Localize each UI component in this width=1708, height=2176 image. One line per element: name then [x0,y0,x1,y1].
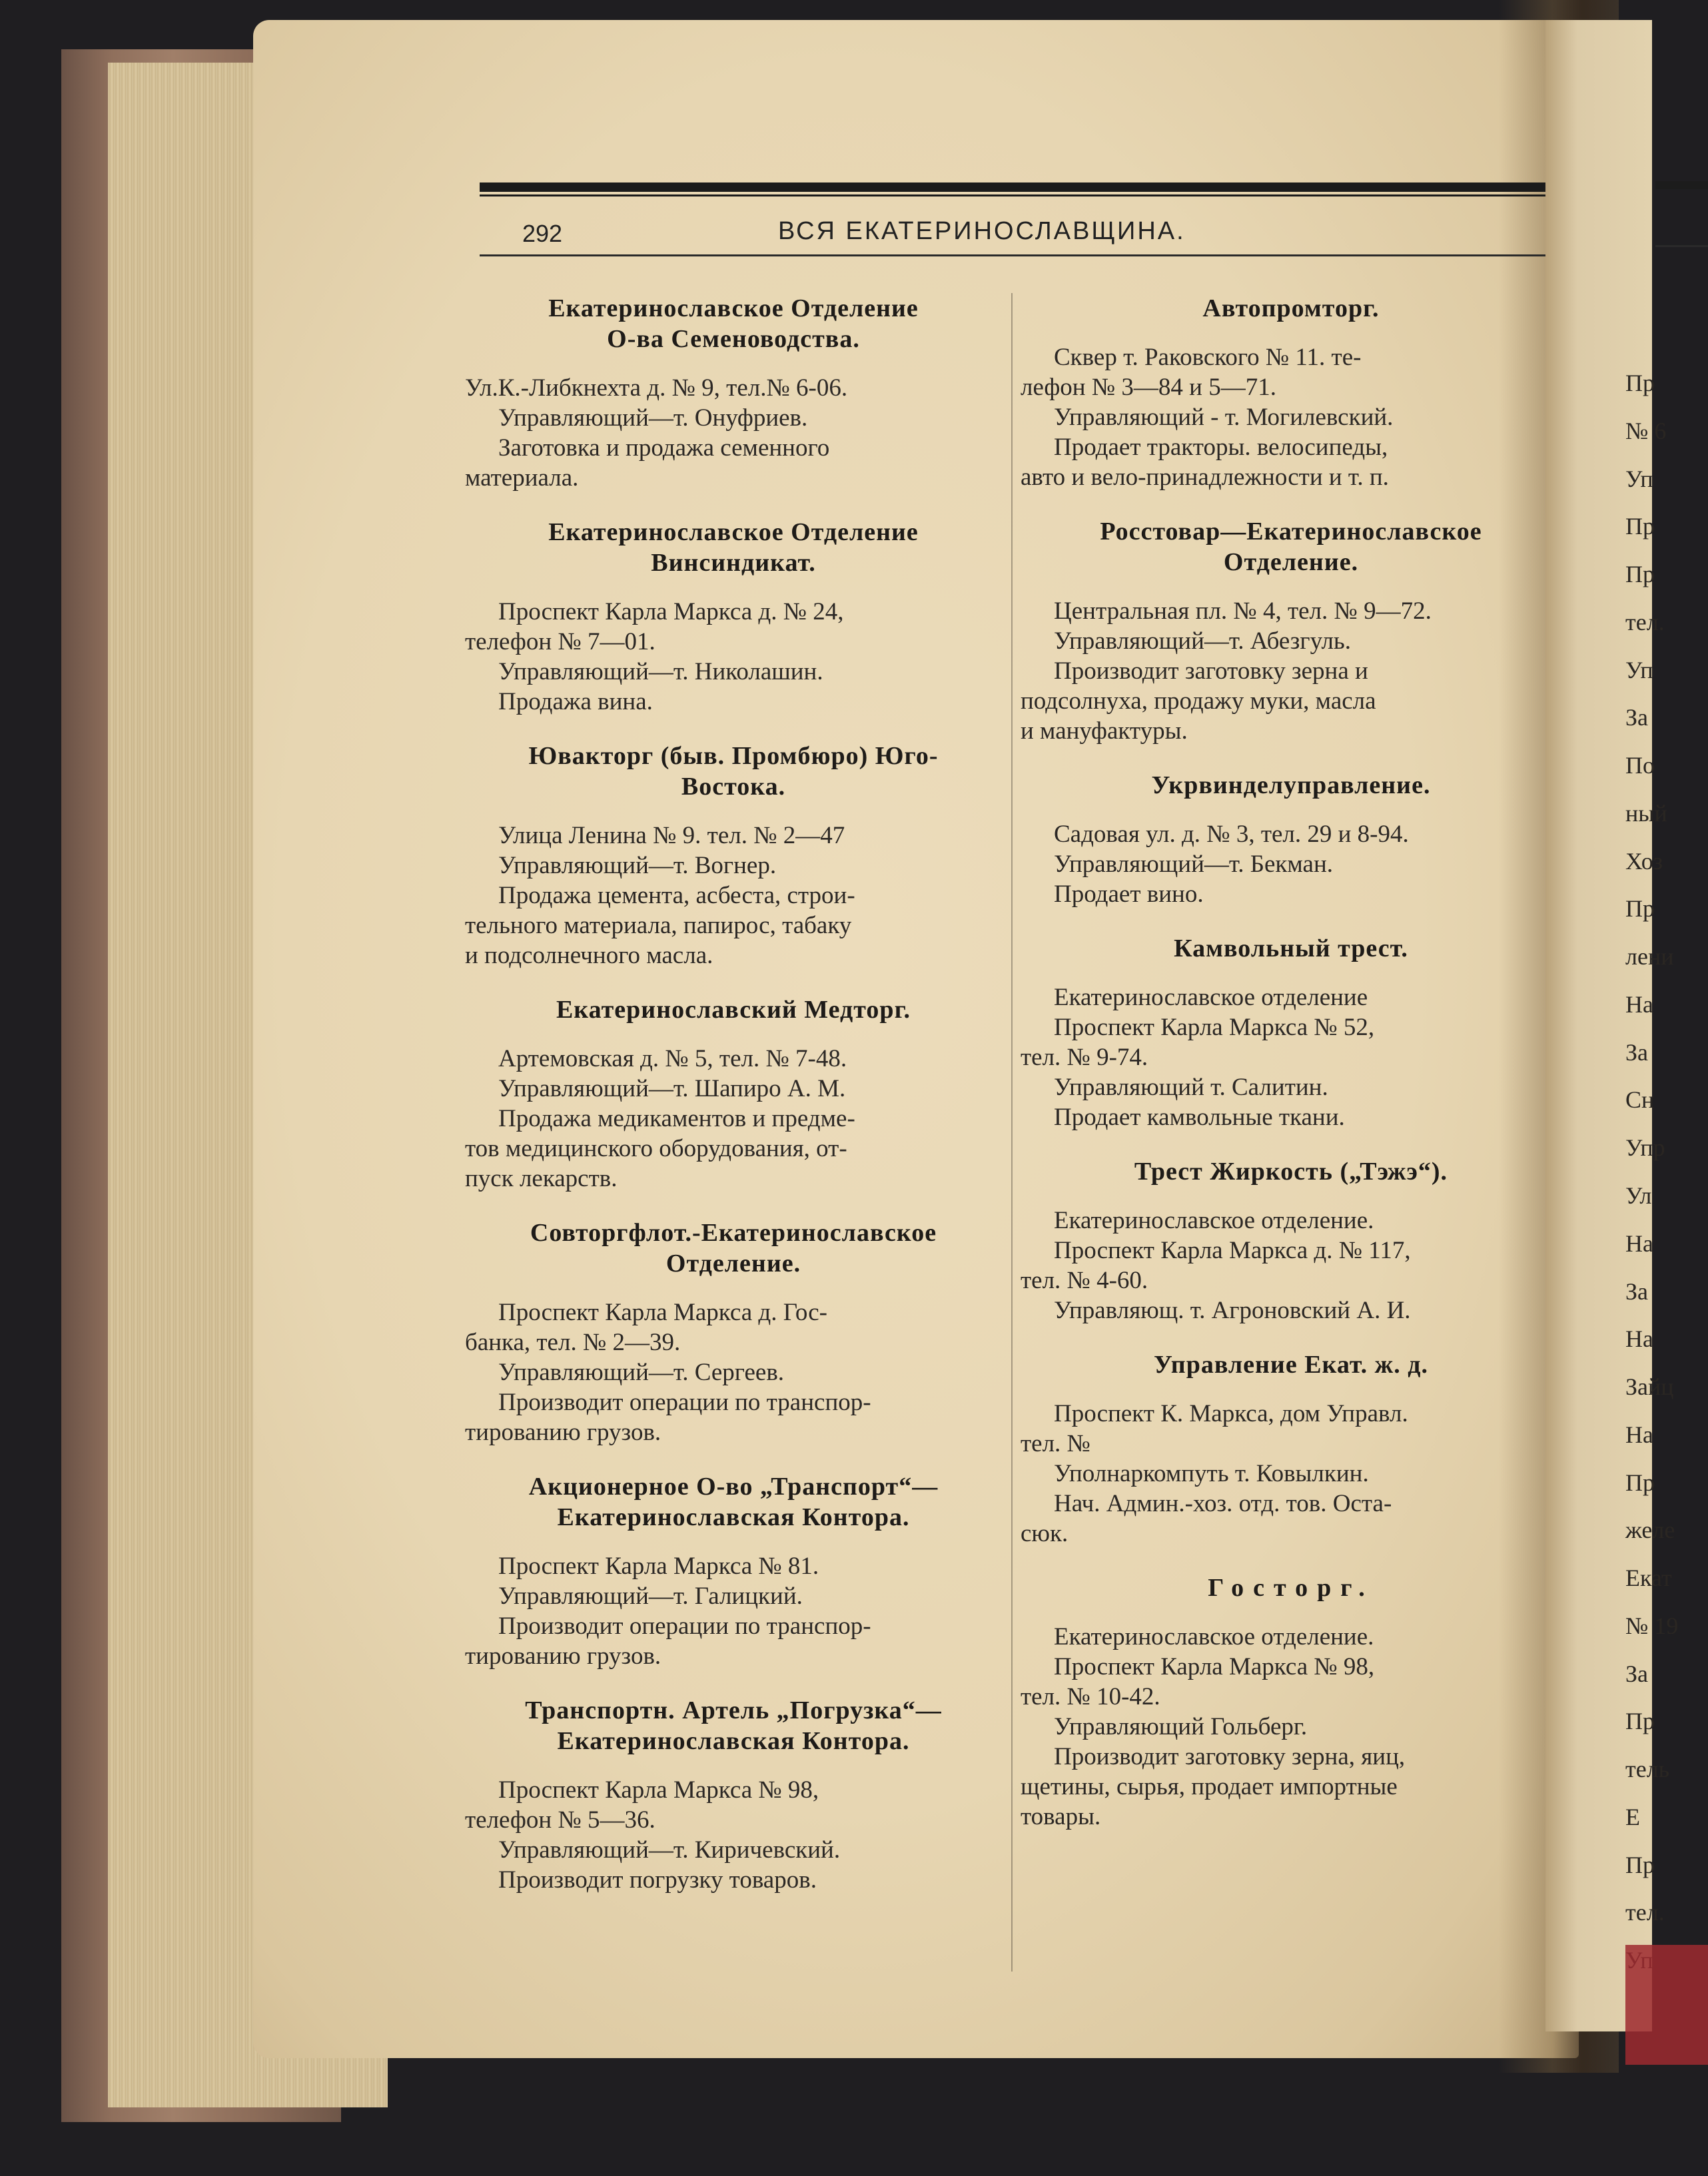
entry-line: Продает тракторы. велосипеды, [1054,434,1388,461]
entry-line: и подсолнечного масла. [465,942,713,969]
entry-line: Уполнаркомпуть т. Ковылкин. [1054,1460,1369,1487]
entry-line: Производит операции по транспор- [498,1613,871,1640]
directory-entry [465,1218,1002,1447]
entry-title-line: Отделение. [665,1250,801,1277]
entry-line: Центральная пл. № 4, тел. № 9—72. [1054,597,1432,625]
entry-line: Управляющий т. Салитин. [1054,1074,1328,1101]
right-page-fragment: желе [1625,1517,1675,1543]
entry-title [1021,933,1561,964]
directory-entry [465,741,1002,970]
entry-line: Проспект Карла Маркса д. Гос- [498,1299,828,1326]
entry-title [465,994,1002,1025]
entry-line: Улица Ленина № 9. тел. № 2—47 [498,822,845,849]
directory-entry [1021,1573,1561,1832]
right-page-fragment: Пр [1625,1708,1655,1734]
entry-line: Продажа вина. [498,688,653,715]
entry-title-line: Востока. [681,773,786,801]
header-rule-thin [480,254,1545,256]
right-page-fragment: Екат [1625,1565,1672,1591]
entry-line: Сквер т. Раковского № 11. те- [1054,344,1362,371]
entry-line: Управляющий—т. Николашин. [498,658,823,685]
directory-entry [1021,1349,1561,1549]
right-page-fragment: тел. [1625,1899,1665,1926]
right-page-fragment: Пр [1625,895,1655,922]
entry-title-line: Укрвинделуправление. [1151,771,1431,799]
entry-title-line: Камвольный трест. [1174,934,1408,962]
entry-title [465,293,1002,354]
entry-line: Управляющий—т. Галицкий. [498,1583,803,1610]
entry-line: тел. № 4-60. [1021,1267,1148,1294]
entry-line: тов медицинского оборудования, от- [465,1135,847,1162]
entry-title [1021,1156,1561,1187]
right-page-fragment: За [1625,1278,1649,1305]
entry-line: щетины, сырья, продает импортные [1021,1773,1398,1800]
right-page-fragment: На [1625,991,1653,1018]
entry-line: товары. [1021,1803,1101,1830]
entry-title-line: Госторг. [1208,1574,1374,1602]
entry-line: авто и вело-принадлежности и т. п. [1021,464,1389,491]
entry-line: телефон № 7—01. [465,628,655,655]
right-page-fragment: На [1625,1230,1653,1257]
right-page-fragment: тель [1625,1756,1670,1782]
right-page-fragment: Пр [1625,370,1655,396]
right-page-fragment: По [1625,752,1655,779]
right-page-rule-thin [1655,245,1708,247]
right-page-fragment: ный [1625,800,1667,827]
right-page-fragment: Сн [1625,1086,1655,1113]
entry-line: материала. [465,464,579,492]
right-page-fragment: Е [1625,1804,1640,1830]
entry-line: Проспект К. Маркса, дом Управл. [1054,1400,1408,1427]
entry-line: Заготовка и продажа семенного [498,434,830,462]
directory-entry [465,293,1002,493]
entry-line: Екатеринославское отделение. [1054,1623,1374,1650]
entry-line: Проспект Карла Маркса д. № 24, [498,598,844,625]
entry-title-line: Екатеринославская Контора. [557,1727,910,1755]
entry-title-line: Трест Жиркость („Тэжэ“). [1134,1158,1448,1186]
right-page-fragment: Уп [1625,657,1653,683]
header-rule-thick [480,182,1545,192]
left-column [465,293,1002,1919]
entry-line: Садовая ул. д. № 3, тел. 29 и 8-94. [1054,821,1409,848]
entry-title [1021,1349,1561,1380]
right-page-fragment: Пр [1625,1469,1655,1496]
directory-entry [1021,933,1561,1132]
entry-title-line: Винсиндикат. [651,549,816,577]
entry-title-line: Екатеринославское Отделение [548,518,919,546]
entry-line: тел. № 9-74. [1021,1044,1148,1071]
directory-entry [1021,770,1561,909]
entry-line: Екатеринославское отделение. [1054,1207,1374,1234]
entry-line: банка, тел. № 2—39. [465,1329,681,1356]
entry-line: и мануфактуры. [1021,717,1188,745]
entry-title-line: Екатеринославская Контора. [557,1503,910,1531]
entry-line: Екатеринославское отделение [1054,984,1368,1011]
entry-title [465,1471,1002,1533]
right-page-fragment: Зайц [1625,1373,1674,1400]
entry-title-line: Управление Екат. ж. д. [1154,1351,1428,1379]
right-page-fragment: Хоз [1625,848,1663,875]
entry-line: тированию грузов. [465,1419,661,1446]
entry-title [1021,516,1561,577]
right-page-fragment: Ул [1625,1182,1652,1209]
entry-line: Производит операции по транспор- [498,1389,871,1416]
right-page-fragment: Упр [1625,1134,1665,1161]
entry-line: телефон № 5—36. [465,1806,655,1834]
entry-line: Продажа медикаментов и предме- [498,1105,855,1132]
entry-line: тельного материала, папирос, табаку [465,912,852,939]
directory-entry [1021,516,1561,746]
entry-title-line: Отделение. [1223,548,1359,576]
entry-line: Производит заготовку зерна и [1054,657,1368,685]
entry-title-line: Росстовар—Екатеринославское [1100,518,1482,545]
entry-title [465,517,1002,578]
entry-line: Управляющий - т. Могилевский. [1054,404,1394,431]
directory-entry [465,1695,1002,1895]
entry-line: Ул.К.-Либкнехта д. № 9, тел.№ 6-06. [465,374,848,402]
entry-title [1021,770,1561,801]
right-page-red-edge [1625,1945,1708,2065]
entry-title-line: Ювакторг (быв. Промбюро) Юго- [528,742,939,770]
header-rule-thick-lower [480,194,1545,196]
entry-title-line: О-ва Семеноводства. [607,325,860,353]
right-page-fragment: № 19 [1625,1613,1679,1639]
directory-entry [465,1471,1002,1671]
entry-line: Проспект Карла Маркса № 98, [1054,1653,1375,1680]
right-page-fragment: Уп [1625,466,1653,492]
entry-title [1021,293,1561,324]
right-column [1021,293,1561,1856]
right-page-fragment: На [1625,1421,1653,1448]
directory-entry [1021,293,1561,492]
entry-line: пуск лекарств. [465,1165,618,1192]
entry-title-line: Автопромторг. [1202,294,1380,322]
entry-line: Управляющий—т. Киричевский. [498,1836,841,1864]
entry-line: Продажа цемента, асбеста, строи- [498,882,855,909]
entry-line: Проспект Карла Маркса д. № 117, [1054,1237,1411,1264]
right-page-fragment: За [1625,704,1649,731]
right-page-fragment: лени [1625,943,1674,970]
column-divider [1011,293,1013,1972]
entry-title-line: Акционерное О-во „Транспорт“— [528,1473,939,1501]
entry-line: тел. № 10-42. [1021,1683,1160,1710]
entry-title [465,1695,1002,1756]
entry-title [1021,1573,1561,1603]
entry-line: лефон № 3—84 и 5—71. [1021,374,1276,401]
entry-title-line: Екатеринославский Медторг. [556,996,911,1024]
entry-title [465,1218,1002,1279]
entry-line: Управляющий—т. Бекман. [1054,851,1334,878]
right-page-fragment: Пр [1625,1852,1655,1878]
entry-line: Проспект Карла Маркса № 98, [498,1776,819,1804]
entry-line: Управляющий—т. Абезгуль. [1054,627,1352,655]
directory-entry [1021,1156,1561,1325]
entry-line: Управляющ. т. Агроновский А. И. [1054,1297,1411,1324]
entry-line: подсолнуха, продажу муки, масла [1021,687,1376,715]
entry-title-line: Транспортн. Артель „Погрузка“— [525,1696,942,1724]
right-page-fragment: тел. [1625,609,1665,635]
page-number: 292 [522,220,563,247]
entry-line: Управляющий—т. Вогнер. [498,852,777,879]
entry-title-line: Совторгфлот.-Екатеринославское [530,1219,937,1247]
entry-line: Артемовская д. № 5, тел. № 7-48. [498,1045,847,1072]
entry-title-line: Екатеринославское Отделение [548,294,919,322]
entry-line: Продает камвольные ткани. [1054,1104,1345,1131]
directory-entry [465,517,1002,717]
entry-title [465,741,1002,802]
right-page-fragments [1625,366,1708,2051]
entry-line: Проспект Карла Маркса № 52, [1054,1014,1375,1041]
entry-line: Производит заготовку зерна, яиц, [1054,1743,1406,1770]
right-page-fragment: За [1625,1039,1649,1066]
entry-line: Управляющий—т. Онуфриев. [498,404,808,432]
entry-line: Управляющий—т. Шапиро А. М. [498,1075,846,1102]
entry-line: Нач. Админ.-хоз. отд. тов. Оста- [1054,1490,1392,1517]
right-page-rule [1655,181,1708,189]
entry-line: тированию грузов. [465,1642,661,1670]
entry-line: Продает вино. [1054,881,1204,908]
entry-line: Управляющий—т. Сергеев. [498,1359,785,1386]
right-page-fragment: Пр [1625,513,1655,540]
entry-line: Управляющий Гольберг. [1054,1713,1308,1740]
directory-entry [465,994,1002,1194]
entry-line: тел. № [1021,1430,1090,1457]
entry-line: сюк. [1021,1520,1068,1547]
entry-line: Производит погрузку товаров. [498,1866,817,1894]
running-title: ВСЯ ЕКАТЕРИНОСЛАВЩИНА. [778,217,1186,245]
entry-line: Проспект Карла Маркса № 81. [498,1553,819,1580]
right-page-fragment: За [1625,1660,1649,1687]
right-page-fragment: На [1625,1325,1653,1352]
right-page-fragment: № 6 [1625,418,1667,444]
right-page-fragment: Пр [1625,561,1655,587]
